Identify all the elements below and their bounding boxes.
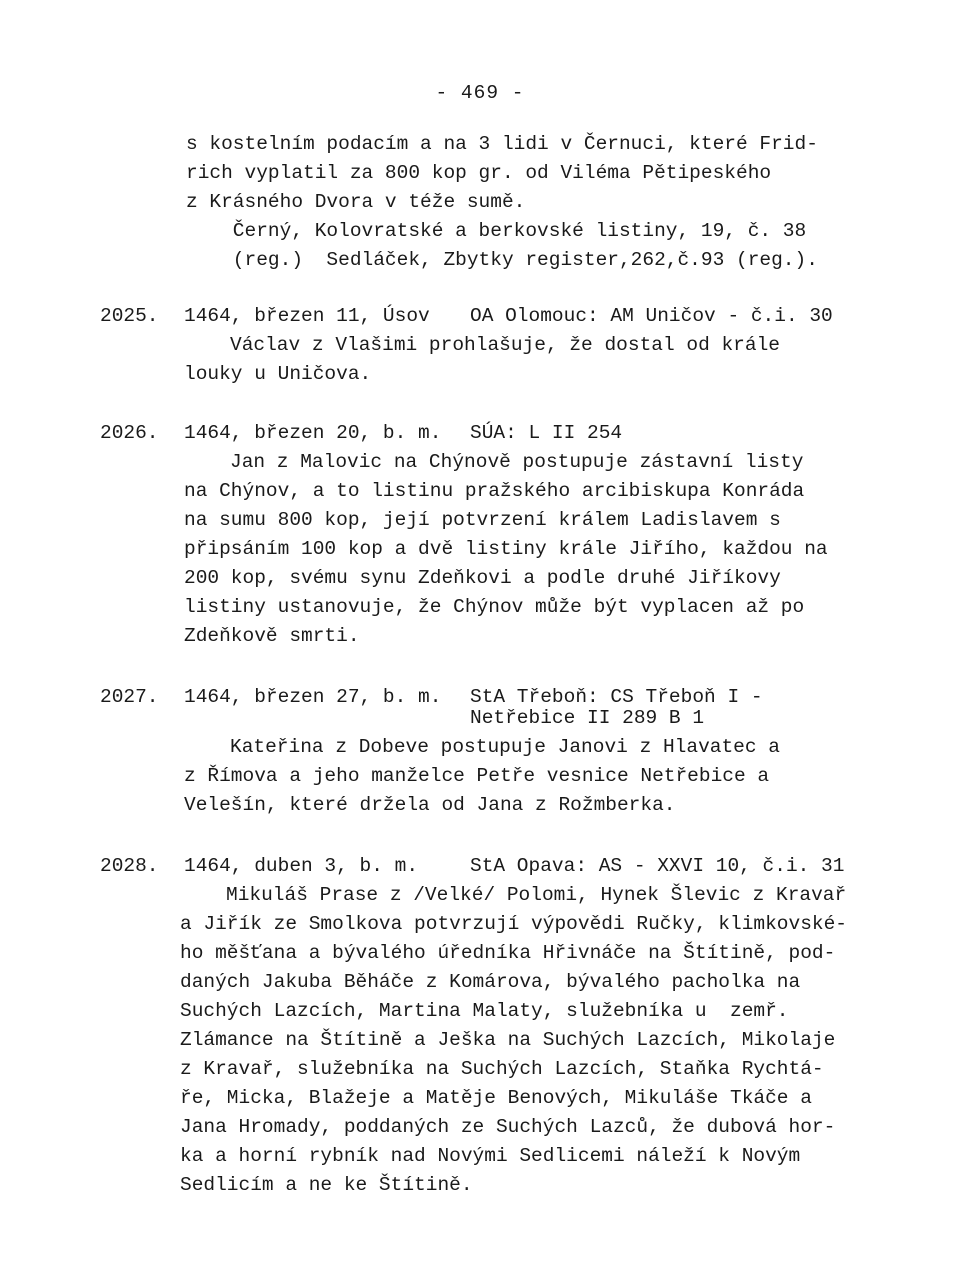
- text-line: Jan z Malovic na Chýnově postupuje zástavní listy: [230, 451, 804, 473]
- text-line: Václav z Vlašimi prohlašuje, že dostal od krále: [230, 334, 780, 356]
- entry-archive-reference: StA Opava: AS - XXVI 10, č.i. 31: [470, 855, 845, 877]
- entry-2027: [100, 683, 780, 820]
- text-line: Zdeňkově smrti.: [184, 625, 360, 647]
- text-line: z Kravař, služebníka na Suchých Lazcích, Staňka Rychtá-: [180, 1058, 824, 1080]
- entry-body: [184, 331, 780, 389]
- entry-header: [100, 683, 780, 733]
- text-line: Černý, Kolovratské a berkovské listiny, 19, č. 38: [186, 220, 807, 242]
- entry-body: [184, 733, 780, 820]
- text-line: Suchých Lazcích, Martina Malaty, služebníka u zemř.: [180, 1000, 789, 1022]
- text-line: (reg.) Sedláček, Zbytky register,262,č.93 (reg.).: [186, 249, 818, 271]
- text-line: Sedlicím a ne ke Štítině.: [180, 1174, 473, 1196]
- entry-date: 1464, březen 20, b. m.: [184, 422, 442, 444]
- entry-archive-reference-continued: Netřebice II 289 B 1: [470, 707, 705, 729]
- text-line: Mikuláš Prase z /Velké/ Polomi, Hynek Šlevic z Kravař: [226, 884, 847, 906]
- text-line: připsáním 100 kop a dvě listiny krále Jiřího, každou na: [184, 538, 828, 560]
- entry-header: [100, 419, 828, 448]
- entry-header: [100, 852, 847, 881]
- entry-number: 2025.: [100, 305, 159, 327]
- text-line: listiny ustanovuje, že Chýnov může být vyplacen až po: [184, 596, 805, 618]
- entry-date: 1464, duben 3, b. m.: [184, 855, 419, 877]
- text-line: Velešín, které držela od Jana z Rožmberka.: [184, 794, 676, 816]
- entry-archive-reference: StA Třeboň: CS Třeboň I -: [470, 686, 763, 708]
- text-line: s kostelním podacím a na 3 lidi v Černuci, které Frid-: [186, 133, 818, 155]
- text-line: ka a horní rybník nad Novými Sedlicemi náleží k Novým: [180, 1145, 801, 1167]
- text-line: rich vyplatil za 800 kop gr. od Viléma Pětipeského: [186, 162, 772, 184]
- entry-date: 1464, březen 27, b. m.: [184, 686, 442, 708]
- entry-2026: [100, 419, 828, 651]
- text-line: z Krásného Dvora v téže sumě.: [186, 191, 526, 213]
- entry-archive-reference: SÚA: L II 254: [470, 422, 623, 444]
- continued-entry-text: [186, 130, 818, 275]
- text-line: Jana Hromady, poddaných ze Suchých Lazců, že dubová hor-: [180, 1116, 836, 1138]
- text-line: ře, Micka, Blažeje a Matěje Benových, Mikuláše Tkáče a: [180, 1087, 812, 1109]
- entry-2025: [100, 302, 833, 389]
- text-line: Kateřina z Dobeve postupuje Janovi z Hlavatec a: [230, 736, 780, 758]
- entry-body: [180, 881, 847, 1200]
- text-line: Zlámance na Štítině a Ješka na Suchých Lazcích, Mikolaje: [180, 1029, 836, 1051]
- text-line: a Jiřík ze Smolkova potvrzují výpovědi Ručky, klimkovské-: [180, 913, 848, 935]
- text-line: 200 kop, svému synu Zdeňkovi a podle druhé Jiříkovy: [184, 567, 781, 589]
- entry-archive-reference: OA Olomouc: AM Uničov - č.i. 30: [470, 305, 833, 327]
- text-line: daných Jakuba Běháče z Komárova, bývalého pacholka na: [180, 971, 801, 993]
- page-number: - 469 -: [435, 82, 525, 104]
- text-line: louky u Uničova.: [184, 363, 372, 385]
- entry-body: [184, 448, 828, 651]
- text-line: z Římova a jeho manželce Petře vesnice Netřebice a: [184, 765, 770, 787]
- entry-number: 2026.: [100, 422, 159, 444]
- text-line: ho měšťana a bývalého úředníka Hřivnáče na Štítině, pod-: [180, 942, 836, 964]
- entry-2028: [100, 852, 847, 1200]
- entry-header: [100, 302, 833, 331]
- text-line: na sumu 800 kop, její potvrzení králem Ladislavem s: [184, 509, 781, 531]
- entry-number: 2028.: [100, 855, 159, 877]
- entry-date: 1464, březen 11, Úsov: [184, 305, 430, 327]
- entry-number: 2027.: [100, 686, 159, 708]
- text-line: na Chýnov, a to listinu pražského arcibiskupa Konráda: [184, 480, 805, 502]
